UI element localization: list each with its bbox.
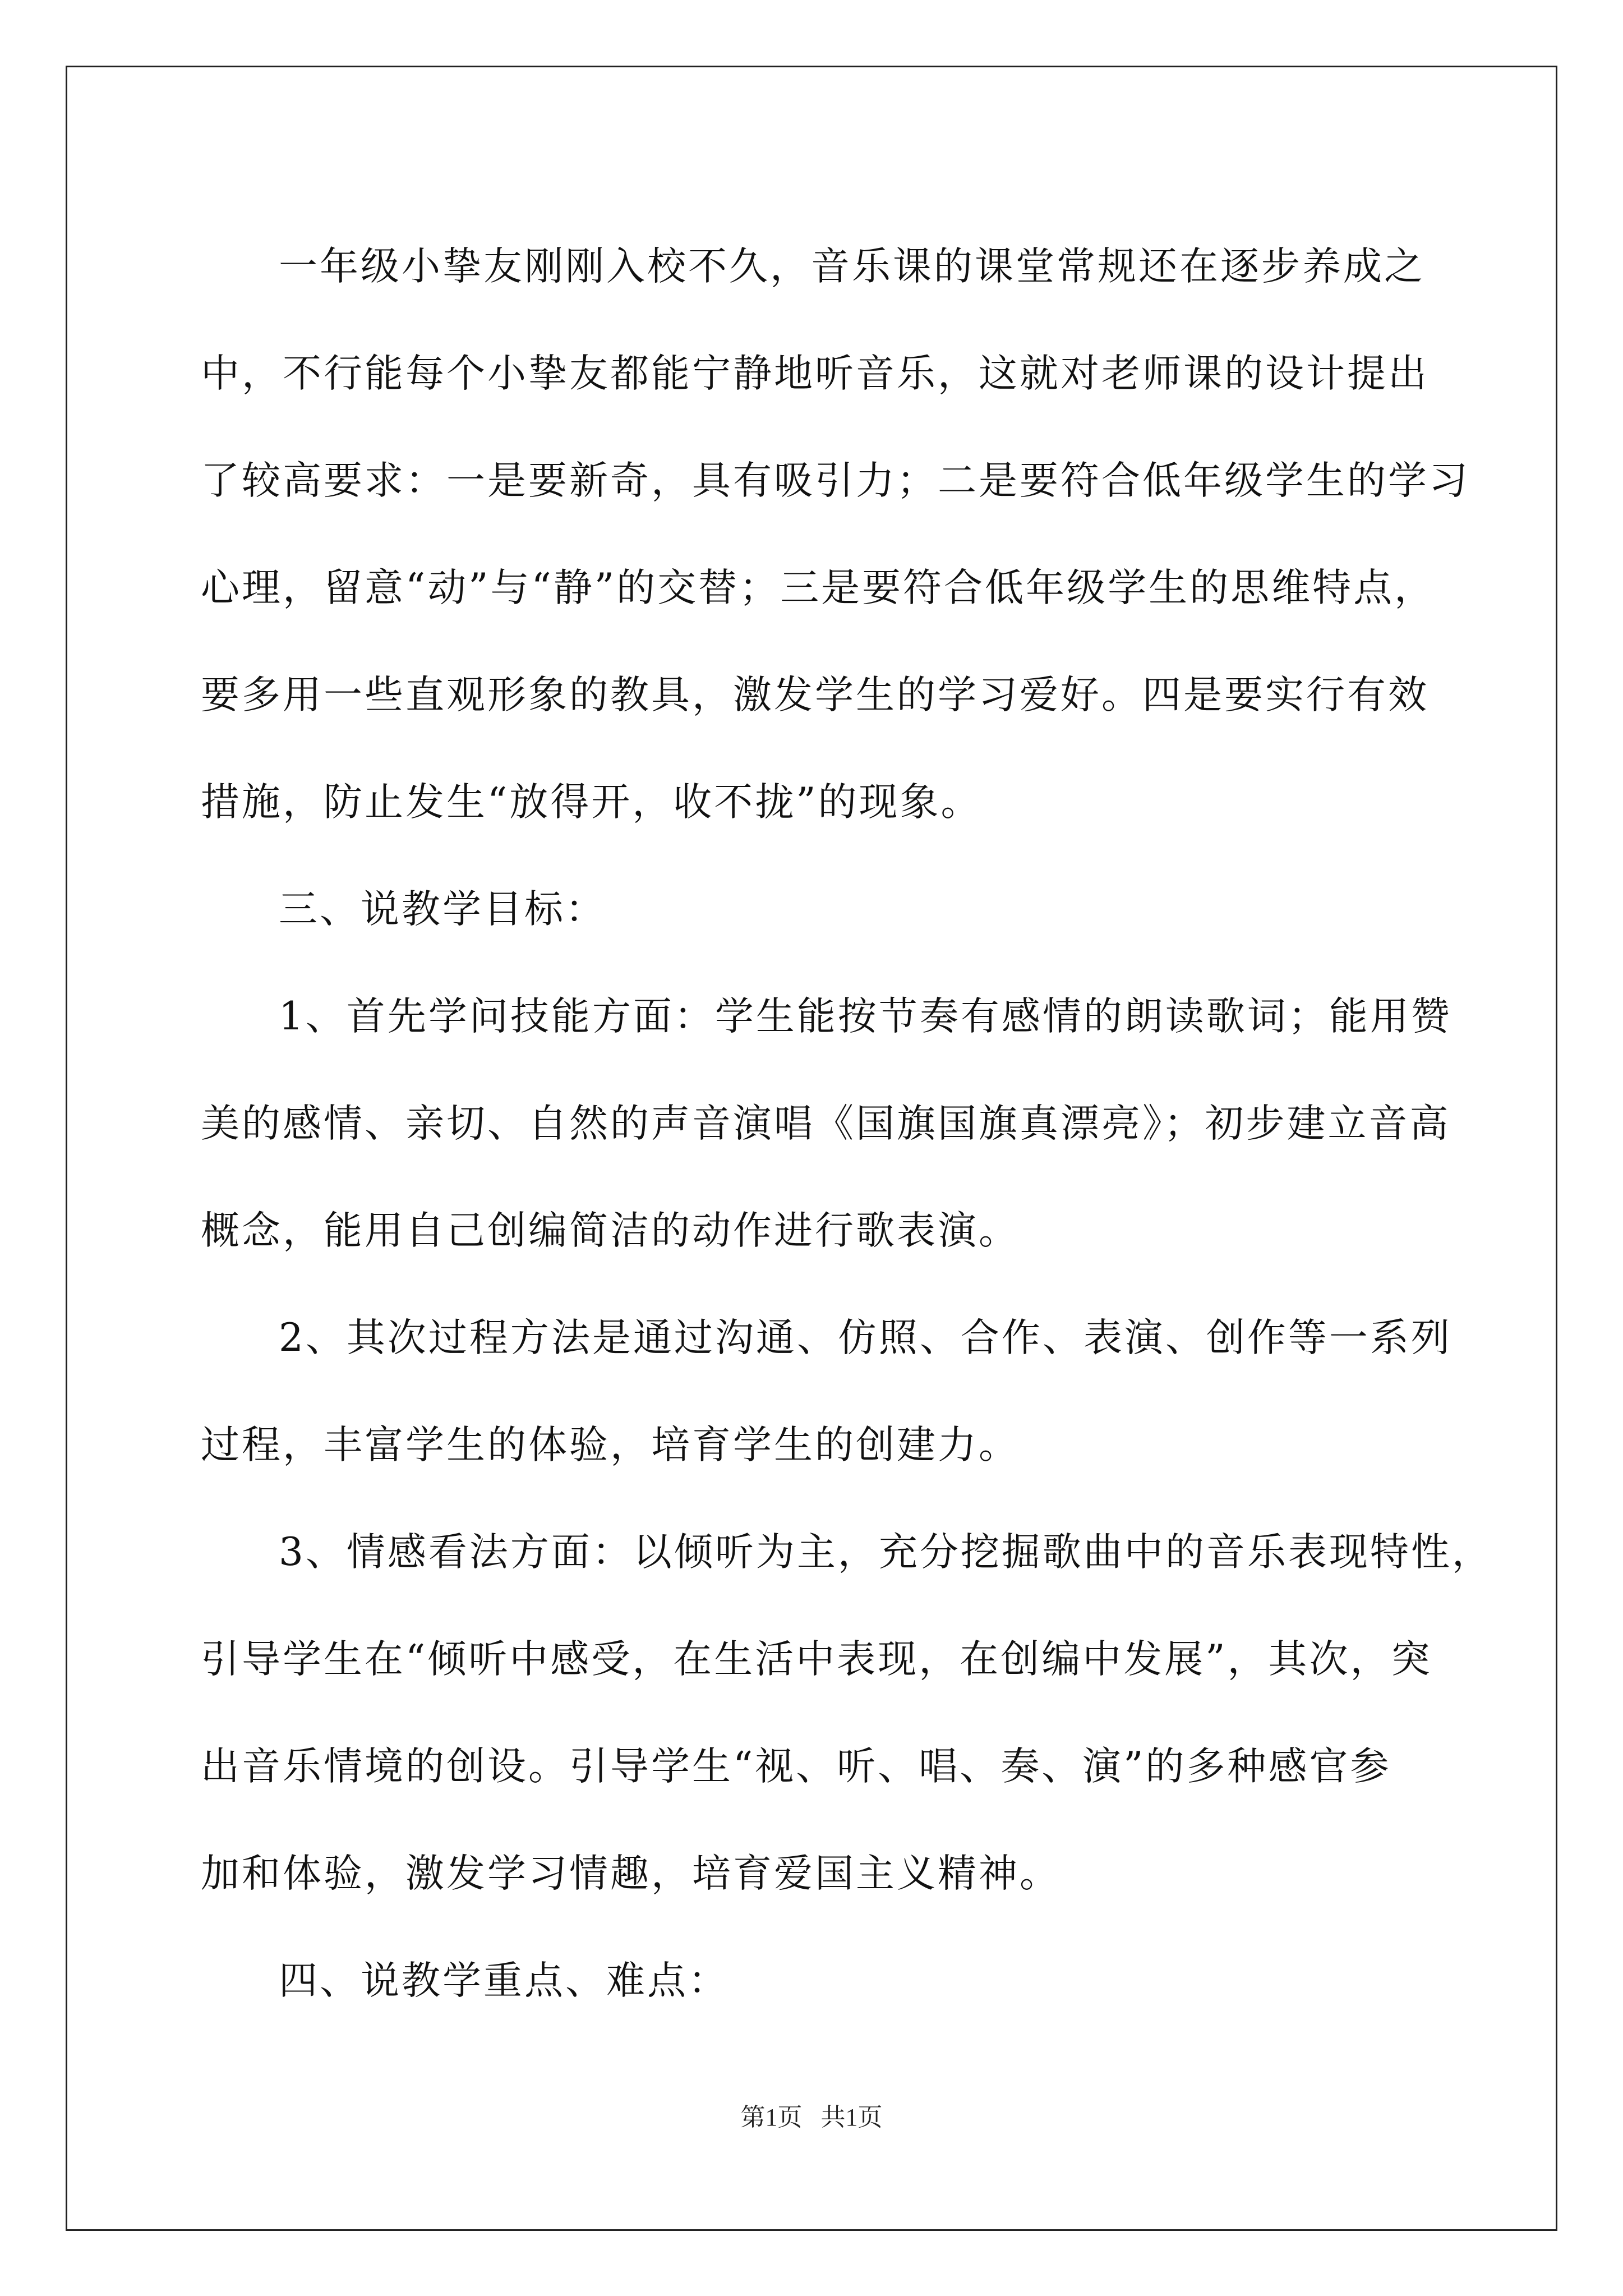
text-line: 引导学生在“倾听中感受，在生活中表现，在创编中发展”，其次，突	[201, 1637, 1432, 1682]
text-line: 要多用一些直观形象的教具，激发学生的学习爱好。四是要实行有效	[201, 673, 1429, 717]
text-line: 美的感情、亲切、自然的声音演唱《国旗国旗真漂亮》；初步建立音高	[201, 1101, 1451, 1146]
text-line: 中，不行能每个小挚友都能宁静地听音乐，这就对老师课的设计提出	[201, 351, 1429, 396]
section-heading-key-points	[201, 1927, 1423, 2035]
paragraph-goal-1	[201, 963, 1452, 1285]
text-line: 2、其次过程方法是通过沟通、仿照、合作、表演、创作等一系列	[279, 1315, 1452, 1360]
paragraph-intro	[201, 213, 1470, 856]
section-heading-goals	[201, 856, 1423, 963]
text-line: 概念，能用自己创编简洁的动作进行歌表演。	[201, 1208, 1020, 1253]
text-line: 1、首先学问技能方面：学生能按节奏有感情的朗读歌词；能用赞	[279, 994, 1452, 1039]
text-line: 加和体验，激发学习情趣，培育爱国主义精神。	[201, 1851, 1061, 1896]
document-body	[201, 213, 1493, 2035]
heading-line: 三、说教学目标：	[279, 887, 606, 932]
text-line: 心理，留意“动”与“静”的交替；三是要符合低年级学生的思维特点，	[201, 565, 1436, 610]
paragraph-goal-2	[201, 1285, 1452, 1499]
paragraph-goal-3	[201, 1499, 1493, 1927]
text-line: 了较高要求：一是要新奇，具有吸引力；二是要符合低年级学生的学习	[201, 458, 1470, 503]
heading-line: 四、说教学重点、难点：	[279, 1958, 729, 2003]
text-line: 一年级小挚友刚刚入校不久，音乐课的课堂常规还在逐步养成之	[279, 244, 1425, 289]
text-line: 出音乐情境的创设。引导学生“视、听、唱、奏、演”的多种感官参	[201, 1744, 1391, 1789]
text-line: 3、情感看法方面：以倾听为主，充分挖掘歌曲中的音乐表现特性，	[279, 1530, 1493, 1575]
text-line: 措施，防止发生“放得开，收不拢”的现象。	[201, 780, 982, 825]
text-line: 过程，丰富学生的体验，培育学生的创建力。	[201, 1423, 1020, 1467]
page-number: 第1页 共1页	[740, 2104, 883, 2131]
